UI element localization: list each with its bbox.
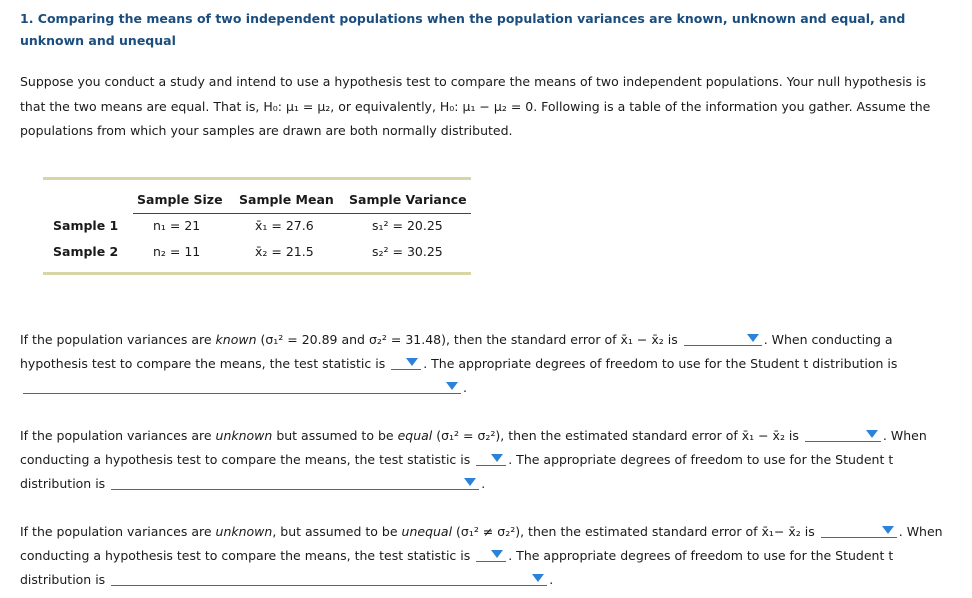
known-standard-error-dropdown[interactable] — [684, 331, 762, 346]
equal-test-statistic-dropdown[interactable] — [476, 451, 506, 466]
sample-2-size: n₂ = 11 — [153, 244, 201, 259]
sample-2-variance: s₂² = 30.25 — [372, 244, 443, 259]
row-label-sample-1: Sample 1 — [53, 218, 119, 233]
intro-paragraph: Suppose you conduct a study and intend to use a hypothesis test to compare the means of two independent populations. Your null hypothesis is that the two means are equal. That is, H₀: μ₁ = μ₂, or equivalently, H₀: μ₁ − μ₂ = 0. Following is a table of the information you gather. Assume the populations from which your samples are drawn are both normally distributed. — [20, 74, 931, 138]
unequal-test-statistic-dropdown[interactable] — [476, 547, 506, 562]
equal-standard-error-dropdown[interactable] — [805, 427, 881, 442]
sample-1-mean: x̄₁ = 27.6 — [255, 218, 314, 233]
chevron-down-icon — [406, 358, 418, 366]
unequal-standard-error-dropdown[interactable] — [821, 523, 897, 538]
known-variances-paragraph: If the population variances are known (σ₁² = 20.89 and σ₂² = 31.48), then the standard error of x̄₁ − x̄₂ is . When conducting a hypothesis test to compare the means, the test statistic is . The appropriate degrees of freedom to use for the Student t distribution is . — [20, 332, 898, 395]
known-test-statistic-dropdown[interactable] — [391, 355, 421, 370]
known-degrees-of-freedom-dropdown[interactable] — [23, 379, 461, 394]
unknown-equal-paragraph: If the population variances are unknown but assumed to be equal (σ₁² = σ₂²), then the estimated standard error of x̄₁ − x̄₂ is . When conducting a hypothesis test to compare the means, the test statistic is . The appropriate degrees of freedom to use for the Student t distribution is . — [20, 428, 927, 491]
header-sample-mean: Sample Mean — [239, 192, 334, 207]
question-title: 1. Comparing the means of two independent populations when the population variances are known, unknown and equal, and unknown and unequal — [20, 11, 906, 48]
chevron-down-icon — [446, 382, 458, 390]
chevron-down-icon — [491, 550, 503, 558]
header-sample-variance: Sample Variance — [349, 192, 467, 207]
chevron-down-icon — [747, 334, 759, 342]
chevron-down-icon — [532, 574, 544, 582]
sample-table — [43, 177, 471, 275]
sample-2-mean: x̄₂ = 21.5 — [255, 244, 314, 259]
sample-1-size: n₁ = 21 — [153, 218, 201, 233]
sample-1-variance: s₁² = 20.25 — [372, 218, 443, 233]
chevron-down-icon — [882, 526, 894, 534]
row-label-sample-2: Sample 2 — [53, 244, 119, 259]
chevron-down-icon — [464, 478, 476, 486]
unknown-unequal-paragraph: If the population variances are unknown, but assumed to be unequal (σ₁² ≠ σ₂²), then the estimated standard error of x̄₁− x̄₂ is . When conducting a hypothesis test to compare the means, the test statistic is . The appropriate degrees of freedom to use for the Student t distribution is . — [20, 524, 943, 587]
equal-degrees-of-freedom-dropdown[interactable] — [111, 475, 479, 490]
unequal-degrees-of-freedom-dropdown[interactable] — [111, 571, 547, 586]
header-rule — [133, 213, 471, 214]
chevron-down-icon — [491, 454, 503, 462]
chevron-down-icon — [866, 430, 878, 438]
header-sample-size: Sample Size — [137, 192, 223, 207]
